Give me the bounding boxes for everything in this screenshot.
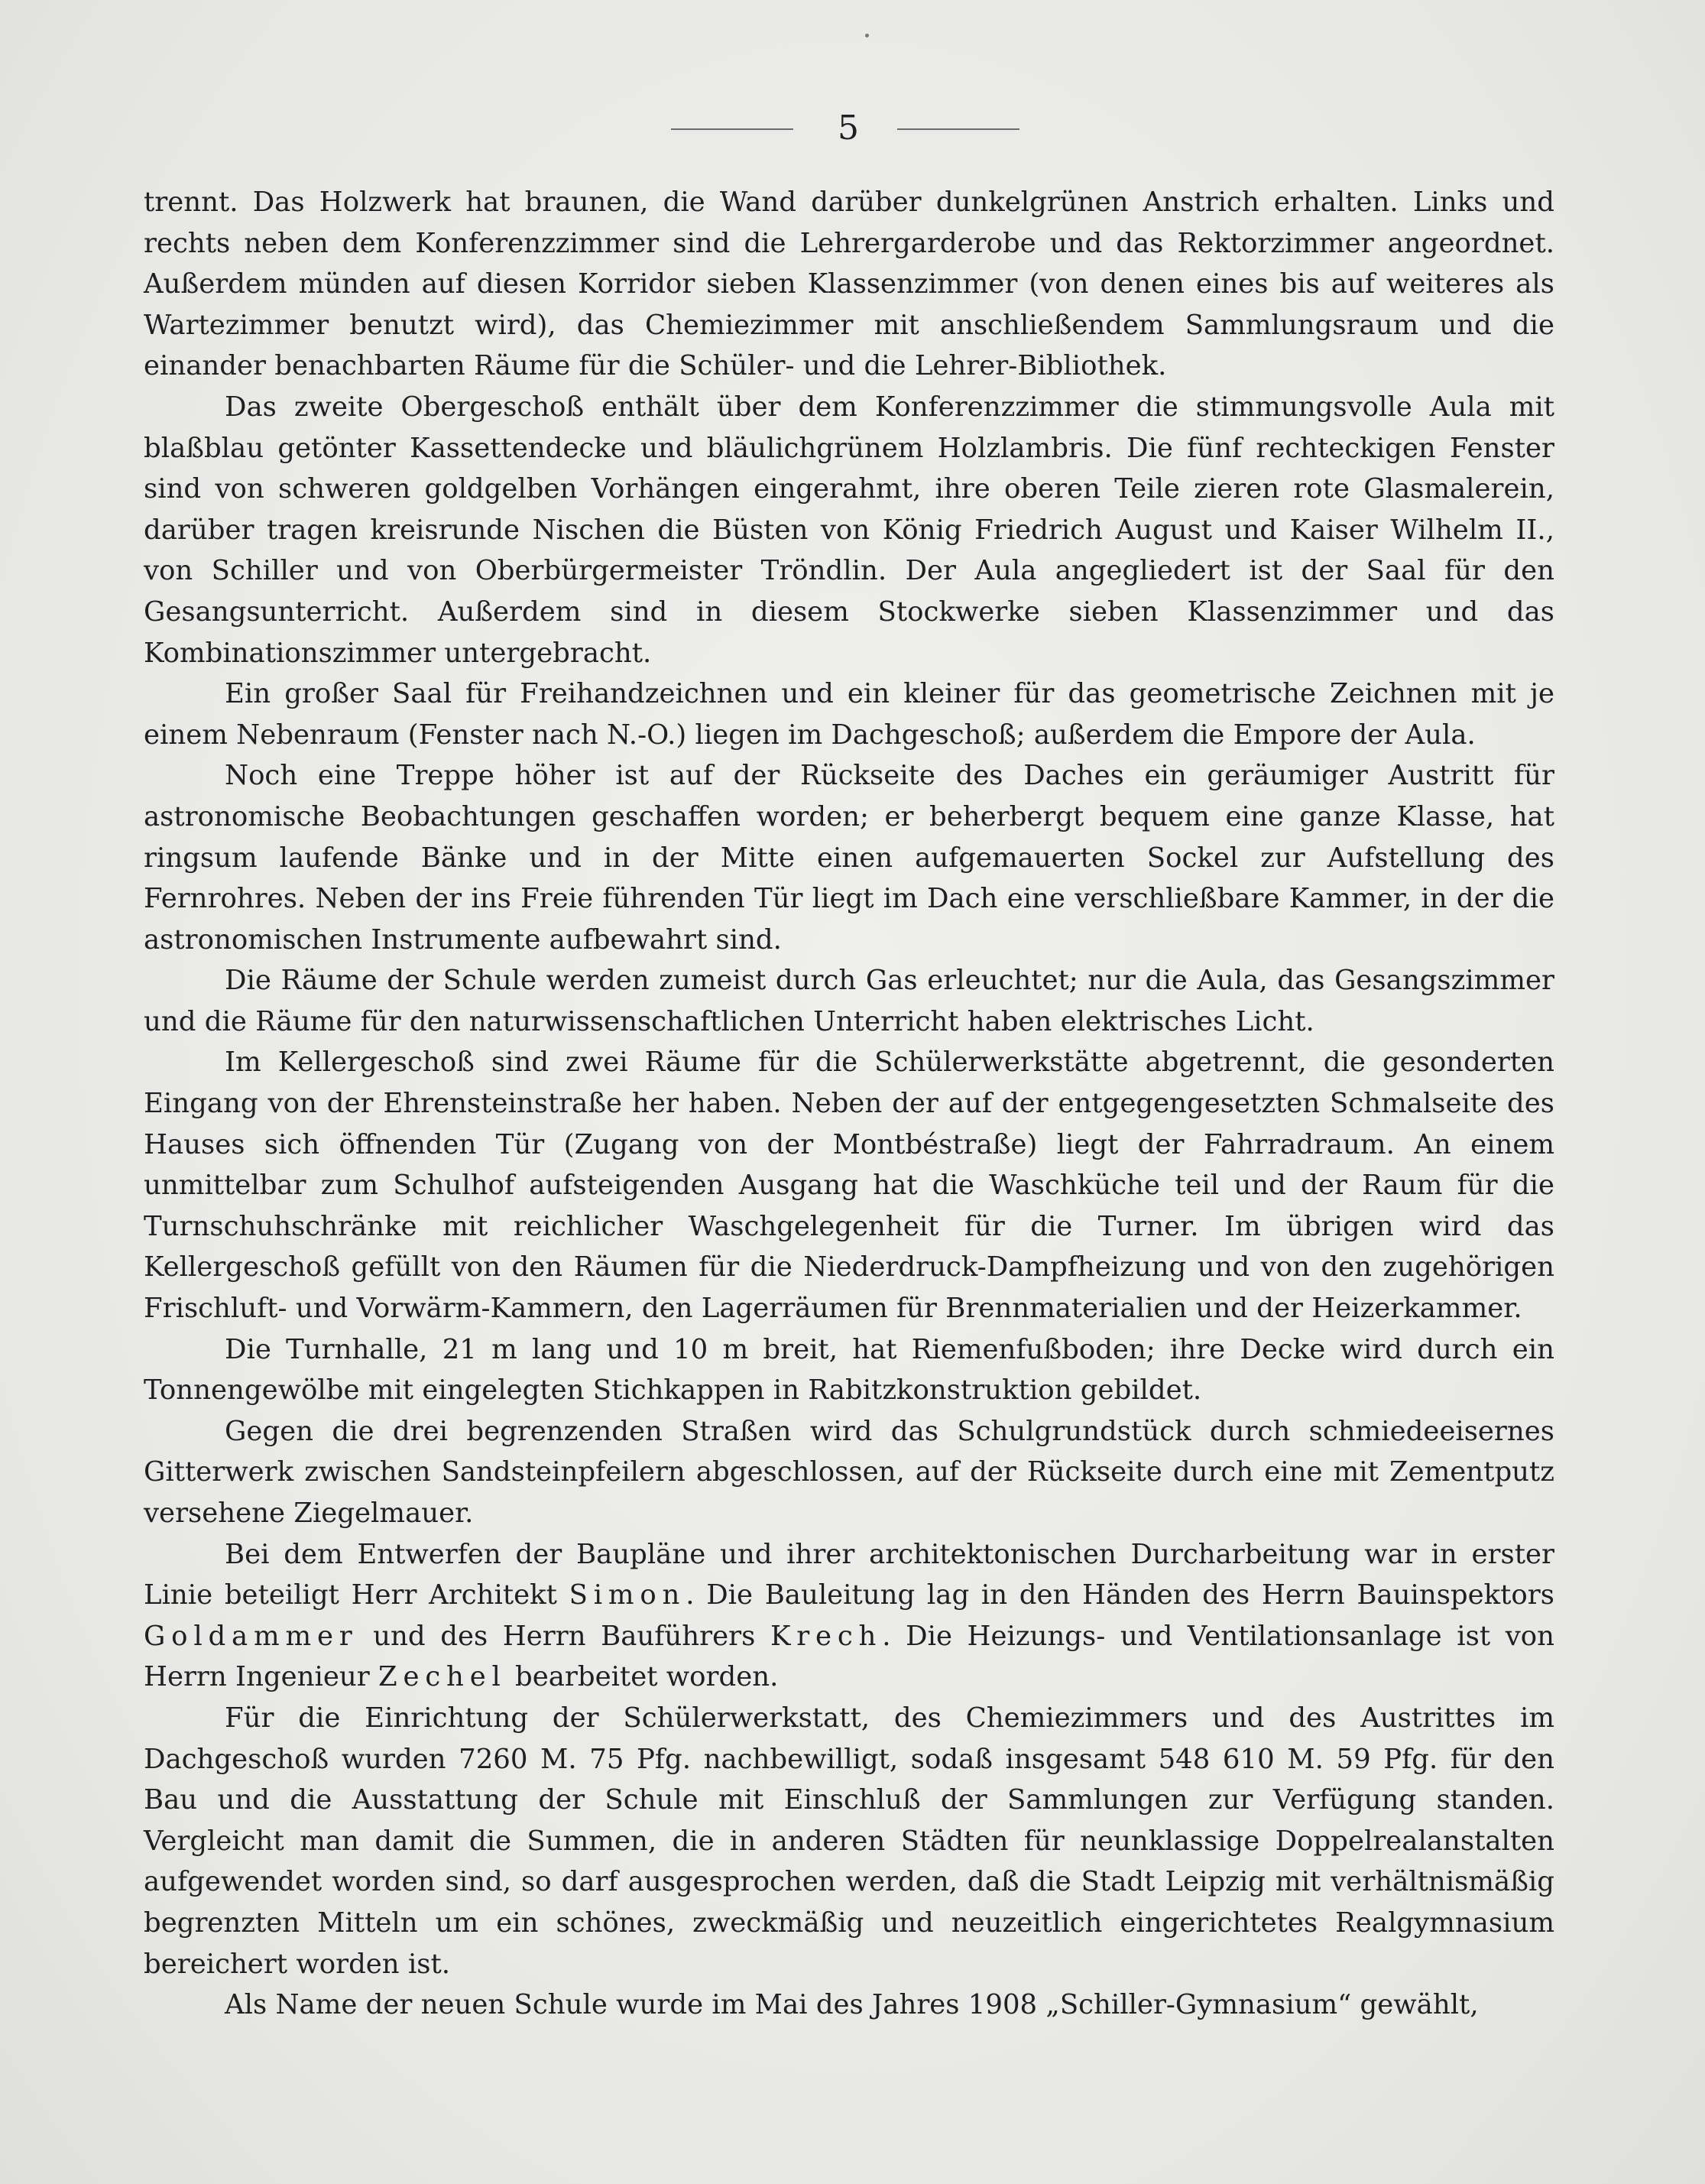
paragraph-gymnasium-hall: Die Turnhalle, 21 m lang und 10 m breit, hat Riemenfußboden; ihre Decke wird durch ein Tonnengewölbe mit eingelegten Stichkappen in Rabitzkonstruktion gebildet.: [144, 1333, 1554, 1407]
paragraph-attic: Ein großer Saal für Freihandzeichnen und ein kleiner für das geometrische Zeichnen mit je einem Nebenraum (Fenster nach N.-O.) liegen im Dachgeschoß; außerdem die Empore der Aula.: [144, 678, 1554, 751]
paragraph-lighting: Die Räume der Schule werden zumeist durch Gas erleuchtet; nur die Aula, das Gesangszimmer und die Räume für den naturwissenschaftlichen Unterricht haben elektrisches Licht.: [144, 965, 1554, 1037]
paragraph-corridor: trennt. Das Holzwerk hat braunen, die Wand darüber dunkelgrünen Anstrich erhalten. Links und rechts neben dem Konferenzzimmer sind die Lehrergarderobe und das Rektorzimmer angeordnet. Außerdem münden auf diesen Korridor sieben Klassenzimmer (von denen eines bis auf weiteres als Wartezimmer benutzt wird), das Chemiezimmer mit anschließendem Sammlungsraum und die einander benachbarten Räume für die Schüler- und die Lehrer-Bibliothek.: [144, 187, 1554, 382]
paragraph-basement: Im Kellergeschoß sind zwei Räume für die Schülerwerkstätte abgetrennt, die gesonderten Eingang von der Ehrensteinstraße her haben. Neben der auf der entgegengesetzten Schmalseite des Hauses sich öffnenden Tür (Zugang von der Montbéstraße) liegt der Fahrradraum. An einem unmittelbar zum Schulhof aufsteigenden Ausgang hat die Waschküche teil und der Raum für die Turnschuhschränke mit reichlicher Waschgelegenheit für die Turner. Im übrigen wird das Kellergeschoß gefüllt von den Räumen für die Niederdruck-Dampfheizung und von den zugehörigen Frischluft- und Vorwärm-Kammern, den Lagerräumen für Brennmaterialien und der Heizerkammer.: [144, 1047, 1554, 1325]
architects-text-1: Bei dem Entwerfen der Baupläne und ihrer architektonischen Durcharbeitung war in erster Linie beteiligt Herr Architekt: [144, 1538, 1554, 1611]
header-rule-left: [671, 128, 793, 130]
architects-text-2: . Die Bauleitung lag in den Händen des Herrn Bauinspektors: [686, 1579, 1554, 1611]
architect-name-simon: Simon: [569, 1579, 686, 1611]
paragraph-second-floor: Das zweite Obergeschoß enthält über dem Konferenzzimmer die stimmungsvolle Aula mit blaßblau getönter Kassettendecke und bläulichgrünem Holzlambris. Die fünf rechteckigen Fenster sind von schweren goldgelben Vorhängen eingerahmt, ihre oberen Teile zieren rote Glasmalerein, darüber tragen kreisrunde Nischen die Büsten von König Friedrich August und Kaiser Wilhelm II., von Schiller und von Oberbürgermeister Tröndlin. Der Aula angegliedert ist der Saal für den Gesangsunterricht. Außerdem sind in diesem Stockwerke sieben Klassenzimmer und das Kombinationszimmer untergebracht.: [144, 391, 1554, 669]
paragraph-observatory: Noch eine Treppe höher ist auf der Rückseite des Daches ein geräumiger Austritt für astronomische Beobachtungen geschaffen worden; er beherbergt bequem eine ganze Klasse, hat ringsum laufende Bänke und in der Mitte einen aufgemauerten Sockel zur Aufstellung des Fernrohres. Neben der ins Freie führenden Tür liegt im Dach eine verschließbare Kammer, in der die astronomischen Instrumente aufbewahrt sind.: [144, 760, 1554, 956]
page-header: [0, 105, 1705, 151]
paragraph-costs: Für die Einrichtung der Schülerwerkstatt, des Chemiezimmers und des Austrittes im Dachgeschoß wurden 7260 M. 75 Pfg. nachbewilligt, sodaß insgesamt 548 610 M. 59 Pfg. für den Bau und die Ausstattung der Schule mit Einschluß der Sammlungen zur Verfügung standen. Vergleicht man damit die Summen, die in anderen Städten für neunklassige Doppelrealanstalten aufgewendet worden sind, so darf ausgesprochen werden, daß die Stadt Leipzig mit verhältnismäßig begrenzten Mitteln um ein schönes, zweckmäßig und neuzeitlich eingerichtetes Realgymnasium bereichert worden ist.: [144, 1702, 1554, 1980]
inspector-name-goldammer: Goldammer: [144, 1620, 358, 1652]
architects-text-4: . Die Heizungs- und Ventilationsanlage ist von Herrn Ingenieur: [144, 1620, 1554, 1693]
paragraph-enclosure: Gegen die drei begrenzenden Straßen wird das Schulgrundstück durch schmiedeeisernes Gitterwerk zwischen Sandsteinpfeilern abgeschlossen, auf der Rückseite durch eine mit Zementputz versehene Ziegelmauer.: [144, 1415, 1554, 1529]
builder-name-krech: Krech: [770, 1620, 883, 1652]
header-rule-right: [897, 128, 1019, 130]
architects-text-3: und des Herrn Bauführers: [358, 1620, 770, 1652]
body-text: [144, 182, 1554, 2026]
engineer-name-zechel: Zechel: [378, 1661, 507, 1693]
page-number: 5: [838, 109, 859, 148]
architects-text-5: bearbeitet worden.: [506, 1661, 779, 1693]
paper-speck: [865, 34, 869, 37]
paragraph-architects: [144, 1534, 1554, 1698]
paragraph-school-name: Als Name der neuen Schule wurde im Mai des Jahres 1908 „Schiller-Gymnasium“ gewählt,: [225, 1989, 1479, 2021]
